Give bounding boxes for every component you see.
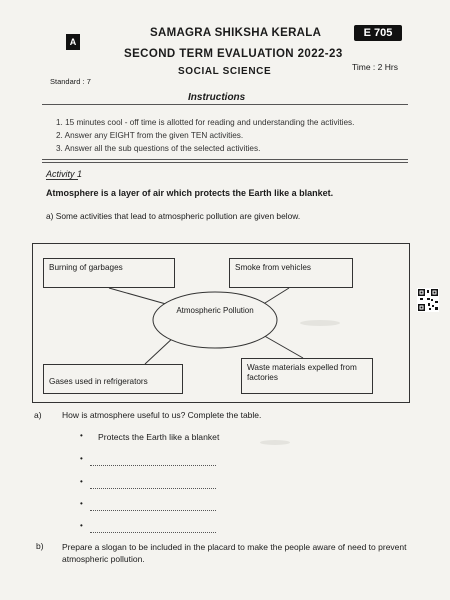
question-paper-code: E 705: [354, 25, 402, 41]
diagram-box: Burning of garbages: [43, 258, 175, 288]
bullet-icon: •: [80, 521, 83, 530]
connector-line: [109, 288, 173, 306]
pollution-diagram: [32, 243, 410, 403]
answer-blank[interactable]: [90, 487, 216, 489]
question-c-text: Prepare a slogan to be included in the placard to make the people aware of need to prevent atmospheric pollution.: [62, 542, 407, 564]
question-b-label: a): [34, 410, 42, 420]
activity-underline: [46, 179, 78, 180]
answer-point: Protects the Earth like a blanket: [98, 432, 220, 442]
instruction-item: 1. 15 minutes cool - off time is allotted for reading and understanding the activities.: [56, 118, 355, 127]
answer-blank[interactable]: [90, 464, 216, 466]
activity-statement: Atmosphere is a layer of air which protects the Earth like a blanket.: [46, 188, 334, 198]
bullet-icon: •: [80, 477, 83, 486]
bullet-icon: •: [80, 499, 83, 508]
instructions-heading: Instructions: [188, 92, 246, 103]
exam-title: SECOND TERM EVALUATION 2022-23: [124, 48, 343, 60]
question-c-label: b): [36, 541, 44, 551]
bullet-icon: •: [80, 454, 83, 463]
instruction-item: 3. Answer all the sub questions of the selected activities.: [56, 144, 261, 153]
question-b-text: How is atmosphere useful to us? Complete the table.: [62, 410, 262, 420]
diagram-box: Waste materials expelled from factories: [241, 358, 373, 394]
bullet-icon: •: [80, 431, 83, 440]
question-a: a) Some activities that lead to atmospheric pollution are given below.: [46, 211, 301, 221]
diagram-center-label: Atmospheric Pollution: [176, 306, 254, 315]
diagram-box: Smoke from vehicles: [229, 258, 353, 288]
activity-title: Activity 1: [46, 169, 83, 179]
answer-blank[interactable]: [90, 531, 216, 533]
scan-smudge: [300, 320, 340, 326]
divider: [42, 159, 408, 160]
scan-smudge: [260, 440, 290, 445]
time-allowed: Time : 2 Hrs: [352, 62, 398, 72]
board-title: SAMAGRA SHIKSHA KERALA: [150, 27, 322, 39]
instructions-list: [56, 116, 354, 155]
standard-label: Standard : 7: [50, 77, 91, 86]
subject-title: SOCIAL SCIENCE: [178, 66, 272, 77]
qr-code-icon: [417, 288, 439, 312]
paper-set-badge: A: [66, 34, 80, 50]
connector-line: [145, 336, 175, 364]
center-ellipse: [153, 292, 277, 348]
divider: [42, 162, 408, 163]
instruction-item: 2. Answer any EIGHT from the given TEN activities.: [56, 131, 244, 140]
connector-line: [261, 334, 303, 358]
diagram-box: Gases used in refrigerators: [43, 364, 183, 394]
divider: [42, 104, 408, 105]
answer-blank[interactable]: [90, 509, 216, 511]
